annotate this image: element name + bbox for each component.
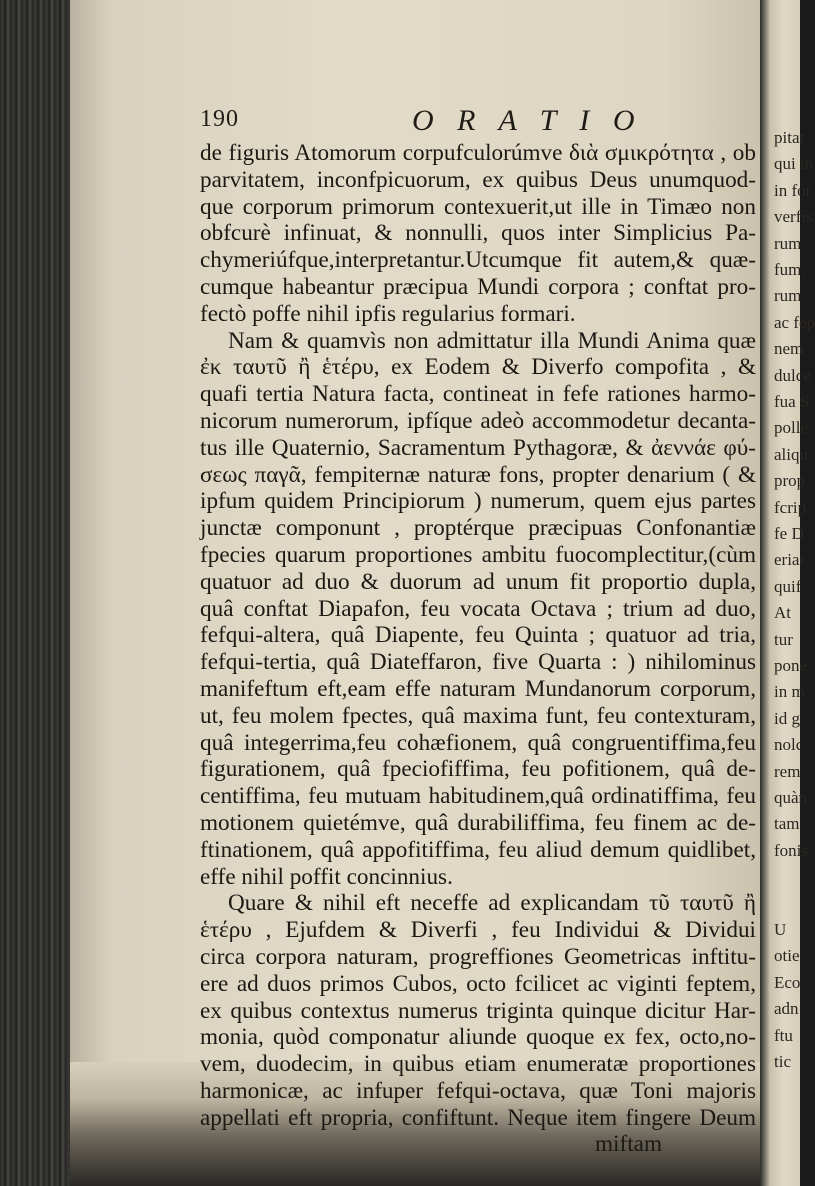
text-line: Nam & quamvìs non admittatur illa Mundi Anima quæ bbox=[228, 327, 756, 354]
running-head bbox=[200, 106, 760, 138]
text-line: monia, quòd componatur aliunde quoque ex fex, octo,no- bbox=[200, 1024, 756, 1051]
text-line: vem, duodecim, in quibus etiam enumeratæ proportiones bbox=[200, 1051, 756, 1078]
neighbor-fragment: pitat bbox=[774, 128, 805, 147]
neighbor-fragment: id g bbox=[774, 708, 800, 728]
text-line: quatuor ad duo & duorum ad unum fit proportio dupla, bbox=[200, 568, 756, 595]
text-line: chymeriúfque,interpretantur.Utcumque fit autem,& quæ- bbox=[200, 247, 756, 274]
neighbor-fragment: rem bbox=[774, 761, 801, 781]
neighbor-fragment: ac fep bbox=[774, 312, 815, 332]
neighbor-fragment: U bbox=[774, 920, 787, 939]
text-line: junctæ componunt , proptérque præcipuas Confonantiæ bbox=[200, 515, 756, 542]
neighbor-fragment: tur bbox=[774, 629, 793, 649]
text-line: que corporum primorum contexuerit,ut ille in Timæo non bbox=[200, 193, 756, 220]
neighbor-page-text bbox=[760, 0, 815, 1186]
text-line: ἑτέρυ , Ejufdem & Diverfi , feu Individui & Dividui bbox=[200, 917, 756, 944]
book-gutter bbox=[0, 0, 70, 1186]
neighbor-fragment: rum bbox=[774, 286, 802, 306]
neighbor-fragment: fcrip bbox=[774, 497, 807, 517]
text-line: fefqui-tertia, quâ Diateffaron, five Quarta : ) nihilominus bbox=[200, 649, 756, 676]
neighbor-fragment: tic bbox=[774, 1052, 791, 1071]
neighbor-fragment: nem bbox=[774, 339, 804, 359]
page-number: 190 bbox=[200, 106, 239, 132]
text-line: Quare & nihil eft neceffe ad explicandam τῦ ταυτῦ ἢ bbox=[228, 890, 756, 917]
neighbor-fragment: fe D bbox=[774, 524, 804, 543]
text-line: cumque habeantur præcipua Mundi corpora ; conftat pro- bbox=[200, 273, 756, 300]
text-line: de figuris Atomorum corpufculorúmve διὰ σμικρότητα , ob bbox=[200, 140, 756, 166]
neighbor-fragment: rum bbox=[774, 233, 802, 253]
text-line: figurationem, quâ fpeciofiffima, feu pofitionem, quâ de- bbox=[200, 756, 756, 783]
neighbor-fragment: nolc bbox=[774, 735, 804, 755]
text-line: manifeftum eft,eam effe naturam Mundanorum corporum, bbox=[200, 675, 756, 702]
text-line: nicorum numerorum, ipfíque adeò accommodetur decanta- bbox=[200, 407, 756, 434]
text-line: ftinationem, quâ appofitiffima, feu aliud demum quidlibet, bbox=[200, 836, 756, 863]
body-text bbox=[200, 140, 756, 1158]
neighbor-fragment: fonis bbox=[774, 840, 808, 860]
text-line: tus ille Quaternio, Sacramentum Pythagoræ, & ἀεννάε φύ- bbox=[200, 434, 756, 461]
text-line: quafi tertia Natura facta, contineat in fefe rationes harmo- bbox=[200, 381, 756, 408]
neighbor-fragment: polle bbox=[774, 418, 808, 438]
neighbor-fragment: quàn bbox=[774, 788, 808, 807]
text-line: σεως παγᾶ, fempiternæ naturæ fons, propter denarium ( & bbox=[200, 461, 756, 488]
text-line: obfcurè infinuat, & nonnulli, quos inter Simplicius Pa- bbox=[200, 220, 756, 247]
text-line: ut, feu molem fpectes, quâ maxima funt, feu contexturam, bbox=[200, 702, 756, 729]
neighbor-fragment: eriar bbox=[774, 550, 806, 570]
neighbor-fragment: otie bbox=[774, 946, 800, 966]
text-line: ere ad duos primos Cubos, octo fcilicet ac viginti feptem, bbox=[200, 970, 756, 997]
neighbor-fragment: in m bbox=[774, 682, 805, 702]
neighbor-fragment: in for bbox=[774, 180, 812, 200]
text-line: effe nihil poffit concinnius. bbox=[200, 863, 453, 890]
neighbor-fragment: pone bbox=[774, 656, 808, 675]
text-line: fefqui-altera, quâ Diapente, feu Quinta ; quatuor ad tria, bbox=[200, 622, 756, 649]
neighbor-fragment: ftu bbox=[774, 1025, 793, 1045]
text-line: fectò poffe nihil ipfis regularius formari. bbox=[200, 300, 576, 327]
text-line: circa corpora naturam, progreffiones Geometricas inftitu- bbox=[200, 943, 756, 970]
text-line: fpecies quarum proportiones ambitu fuocomplectitur,(cùm bbox=[200, 541, 756, 568]
text-line: quâ integerrima,feu cohæfionem, quâ congruentiffima,feu bbox=[200, 729, 756, 756]
text-line: centiffima, feu mutuam habitudinem,quâ ordinatiffima, feu bbox=[200, 783, 756, 810]
neighbor-fragment: fua S bbox=[774, 392, 810, 411]
text-line: motionem quietémve, quâ durabiliffima, feu finem ac de- bbox=[200, 809, 756, 836]
text-line: ex quibus contextus numerus triginta quinque dicitur Har- bbox=[200, 997, 756, 1024]
neighbor-page-strip bbox=[760, 0, 815, 1186]
text-line: quâ conftat Diapafon, feu vocata Octava ; trium ad duo, bbox=[200, 595, 756, 622]
text-line: parvitatem, inconfpicuorum, ex quibus Deus unumquod- bbox=[200, 166, 756, 193]
text-line: ipfum quidem Principiorum ) numerum, quem ejus partes bbox=[200, 488, 756, 515]
neighbor-fragment: prop bbox=[774, 471, 806, 491]
text-line: ἐκ ταυτῦ ἢ ἑτέρυ, ex Eodem & Diverfo compofita , & bbox=[200, 354, 756, 381]
neighbor-fragment: tam bbox=[774, 814, 800, 834]
neighbor-fragment: quif bbox=[774, 576, 802, 596]
neighbor-fragment: dulce bbox=[774, 365, 811, 385]
neighbor-fragment: aliqu bbox=[774, 444, 808, 464]
neighbor-fragment: adn bbox=[774, 999, 799, 1019]
neighbor-fragment: Eco bbox=[774, 972, 801, 992]
neighbor-fragment: At bbox=[774, 603, 791, 623]
running-title: O R A T I O bbox=[412, 104, 643, 137]
text-line: miftam bbox=[595, 1131, 662, 1158]
neighbor-fragment: verfis bbox=[774, 207, 813, 227]
text-line: harmonicæ, ac infuper fefqui-octava, quæ Toni majoris bbox=[200, 1077, 756, 1104]
text-line: appellati eft propria, confiftunt. Neque item fingere Deum bbox=[200, 1104, 756, 1131]
neighbor-fragment: qui in bbox=[774, 154, 814, 174]
neighbor-fragment: fum, bbox=[774, 260, 806, 279]
